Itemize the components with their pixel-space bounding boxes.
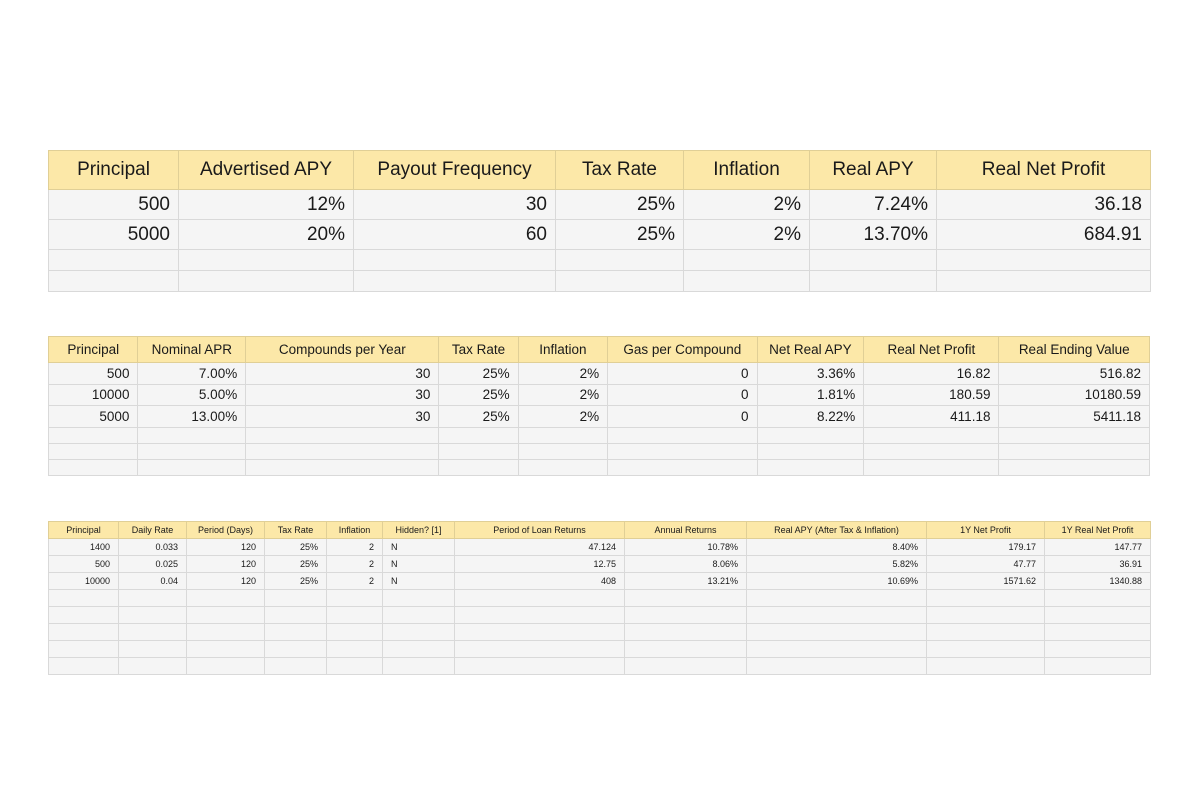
cell[interactable]: [608, 443, 757, 459]
cell[interactable]: [327, 624, 383, 641]
column-header-real-net-profit: Real Net Profit: [937, 151, 1151, 190]
cell[interactable]: 2%: [684, 220, 810, 250]
table-row-empty: [49, 459, 1150, 475]
cell[interactable]: 0: [608, 406, 757, 428]
cell[interactable]: [810, 250, 937, 271]
cell[interactable]: [187, 607, 265, 624]
cell[interactable]: 8.22%: [757, 406, 864, 428]
cell[interactable]: 2: [327, 539, 383, 556]
cell[interactable]: 120: [187, 539, 265, 556]
compounding-table: [48, 336, 1150, 476]
cell[interactable]: N: [383, 556, 455, 573]
cell[interactable]: [864, 459, 999, 475]
column-header-tax-rate: Tax Rate: [439, 337, 518, 363]
cell[interactable]: 0: [608, 363, 757, 385]
cell[interactable]: 2: [327, 573, 383, 590]
cell[interactable]: 30: [246, 384, 439, 406]
cell[interactable]: [187, 624, 265, 641]
cell[interactable]: [625, 624, 747, 641]
cell[interactable]: [265, 641, 327, 658]
cell[interactable]: [383, 641, 455, 658]
cell[interactable]: 180.59: [864, 384, 999, 406]
cell[interactable]: [138, 443, 246, 459]
table-row: [49, 363, 1150, 385]
cell[interactable]: [556, 250, 684, 271]
table-row: [49, 220, 1151, 250]
cell[interactable]: 25%: [556, 190, 684, 220]
cell[interactable]: [119, 590, 187, 607]
cell[interactable]: 12.75: [455, 556, 625, 573]
loan-returns-table: [48, 521, 1151, 675]
cell[interactable]: 1340.88: [1045, 573, 1151, 590]
cell[interactable]: 10.69%: [747, 573, 927, 590]
column-header-inflation: Inflation: [327, 522, 383, 539]
table-row: [49, 406, 1150, 428]
cell[interactable]: 25%: [439, 406, 518, 428]
table-row: [49, 384, 1150, 406]
cell[interactable]: 516.82: [999, 363, 1150, 385]
cell[interactable]: [119, 641, 187, 658]
cell[interactable]: 20%: [179, 220, 354, 250]
cell[interactable]: 5.82%: [747, 556, 927, 573]
cell[interactable]: [927, 607, 1045, 624]
column-header-real-ending-value: Real Ending Value: [999, 337, 1150, 363]
cell[interactable]: 30: [354, 190, 556, 220]
cell[interactable]: 500: [49, 363, 138, 385]
cell[interactable]: [49, 250, 179, 271]
cell[interactable]: [187, 590, 265, 607]
column-header-real-apy-after-tax-inflation: Real APY (After Tax & Inflation): [747, 522, 927, 539]
cell[interactable]: 25%: [265, 539, 327, 556]
cell[interactable]: [518, 443, 607, 459]
column-header-annual-returns: Annual Returns: [625, 522, 747, 539]
cell[interactable]: [999, 443, 1150, 459]
table-header-row: [49, 151, 1151, 190]
cell[interactable]: [49, 624, 119, 641]
column-header-real-net-profit: Real Net Profit: [864, 337, 999, 363]
cell[interactable]: [49, 271, 179, 292]
cell[interactable]: [179, 271, 354, 292]
cell[interactable]: 12%: [179, 190, 354, 220]
table-row: [49, 556, 1151, 573]
column-header-tax-rate: Tax Rate: [265, 522, 327, 539]
cell[interactable]: 120: [187, 556, 265, 573]
cell[interactable]: [1045, 624, 1151, 641]
cell[interactable]: [265, 658, 327, 675]
apy-payout-table: [48, 150, 1151, 292]
cell[interactable]: 179.17: [927, 539, 1045, 556]
cell[interactable]: [138, 459, 246, 475]
cell[interactable]: 5000: [49, 406, 138, 428]
cell[interactable]: [927, 624, 1045, 641]
cell[interactable]: 25%: [439, 384, 518, 406]
cell[interactable]: N: [383, 573, 455, 590]
cell[interactable]: [684, 250, 810, 271]
cell[interactable]: [383, 624, 455, 641]
cell[interactable]: [187, 641, 265, 658]
cell[interactable]: [265, 607, 327, 624]
cell[interactable]: [455, 658, 625, 675]
cell[interactable]: 2%: [518, 406, 607, 428]
cell[interactable]: 500: [49, 556, 119, 573]
cell[interactable]: 684.91: [937, 220, 1151, 250]
cell[interactable]: 36.18: [937, 190, 1151, 220]
column-header-tax-rate: Tax Rate: [556, 151, 684, 190]
cell[interactable]: [757, 459, 864, 475]
column-header-principal: Principal: [49, 151, 179, 190]
cell[interactable]: [1045, 590, 1151, 607]
cell[interactable]: 10000: [49, 384, 138, 406]
table-row-empty: [49, 590, 1151, 607]
cell[interactable]: 120: [187, 573, 265, 590]
cell[interactable]: 0.025: [119, 556, 187, 573]
cell[interactable]: 1400: [49, 539, 119, 556]
table-row: [49, 539, 1151, 556]
cell[interactable]: 60: [354, 220, 556, 250]
cell[interactable]: 1571.62: [927, 573, 1045, 590]
column-header-inflation: Inflation: [684, 151, 810, 190]
column-header-hidden: Hidden? [1]: [383, 522, 455, 539]
cell[interactable]: 0.033: [119, 539, 187, 556]
cell[interactable]: 0: [608, 384, 757, 406]
cell[interactable]: [49, 641, 119, 658]
column-header-1y-net-profit: 1Y Net Profit: [927, 522, 1045, 539]
cell[interactable]: 7.24%: [810, 190, 937, 220]
cell[interactable]: 30: [246, 406, 439, 428]
cell[interactable]: [179, 250, 354, 271]
column-header-gas-per-compound: Gas per Compound: [608, 337, 757, 363]
cell[interactable]: 2: [327, 556, 383, 573]
cell[interactable]: [439, 427, 518, 443]
cell[interactable]: [864, 427, 999, 443]
cell[interactable]: 13.70%: [810, 220, 937, 250]
cell[interactable]: 25%: [439, 363, 518, 385]
column-header-inflation: Inflation: [518, 337, 607, 363]
cell[interactable]: [49, 607, 119, 624]
cell[interactable]: 8.06%: [625, 556, 747, 573]
cell[interactable]: 408: [455, 573, 625, 590]
cell[interactable]: 0.04: [119, 573, 187, 590]
cell[interactable]: [49, 590, 119, 607]
cell[interactable]: [354, 250, 556, 271]
cell[interactable]: 411.18: [864, 406, 999, 428]
cell[interactable]: 10180.59: [999, 384, 1150, 406]
cell[interactable]: [327, 590, 383, 607]
table-row-empty: [49, 641, 1151, 658]
table-row-empty: [49, 271, 1151, 292]
table-row: [49, 573, 1151, 590]
cell[interactable]: [187, 658, 265, 675]
cell[interactable]: [246, 443, 439, 459]
cell[interactable]: [747, 624, 927, 641]
cell[interactable]: [439, 459, 518, 475]
table-row: [49, 190, 1151, 220]
cell[interactable]: 1.81%: [757, 384, 864, 406]
column-header-period-of-loan-returns: Period of Loan Returns: [455, 522, 625, 539]
table-row-empty: [49, 658, 1151, 675]
cell[interactable]: [999, 459, 1150, 475]
cell[interactable]: [327, 607, 383, 624]
column-header-daily-rate: Daily Rate: [119, 522, 187, 539]
column-header-payout-frequency: Payout Frequency: [354, 151, 556, 190]
cell[interactable]: [927, 590, 1045, 607]
cell[interactable]: [119, 624, 187, 641]
cell[interactable]: 36.91: [1045, 556, 1151, 573]
cell[interactable]: [625, 607, 747, 624]
cell[interactable]: [747, 641, 927, 658]
cell[interactable]: [757, 443, 864, 459]
column-header-principal: Principal: [49, 522, 119, 539]
column-header-compounds-per-year: Compounds per Year: [246, 337, 439, 363]
cell[interactable]: 2%: [518, 384, 607, 406]
cell[interactable]: [327, 641, 383, 658]
cell[interactable]: 47.124: [455, 539, 625, 556]
cell[interactable]: [757, 427, 864, 443]
column-header-net-real-apy: Net Real APY: [757, 337, 864, 363]
cell[interactable]: [138, 427, 246, 443]
table-row-empty: [49, 443, 1150, 459]
cell[interactable]: [265, 624, 327, 641]
cell[interactable]: [518, 459, 607, 475]
cell[interactable]: 2%: [684, 190, 810, 220]
cell[interactable]: [937, 250, 1151, 271]
cell[interactable]: 7.00%: [138, 363, 246, 385]
table-header-row: [49, 337, 1150, 363]
cell[interactable]: [927, 641, 1045, 658]
column-header-advertised-apy: Advertised APY: [179, 151, 354, 190]
cell[interactable]: 3.36%: [757, 363, 864, 385]
cell[interactable]: [439, 443, 518, 459]
column-header-nominal-apr: Nominal APR: [138, 337, 246, 363]
table-row-empty: [49, 427, 1150, 443]
cell[interactable]: [455, 607, 625, 624]
cell[interactable]: 13.00%: [138, 406, 246, 428]
cell[interactable]: [383, 658, 455, 675]
cell[interactable]: [119, 658, 187, 675]
table-header-row: [49, 522, 1151, 539]
cell[interactable]: [556, 271, 684, 292]
cell[interactable]: 8.40%: [747, 539, 927, 556]
cell[interactable]: [119, 607, 187, 624]
cell[interactable]: [999, 427, 1150, 443]
cell[interactable]: [1045, 607, 1151, 624]
cell[interactable]: [455, 590, 625, 607]
cell[interactable]: [518, 427, 607, 443]
cell[interactable]: [49, 443, 138, 459]
cell[interactable]: [49, 459, 138, 475]
column-header-1y-real-net-profit: 1Y Real Net Profit: [1045, 522, 1151, 539]
cell[interactable]: 47.77: [927, 556, 1045, 573]
cell[interactable]: [625, 641, 747, 658]
cell[interactable]: [810, 271, 937, 292]
cell[interactable]: [927, 658, 1045, 675]
cell[interactable]: [383, 607, 455, 624]
cell[interactable]: [1045, 658, 1151, 675]
cell[interactable]: 13.21%: [625, 573, 747, 590]
cell[interactable]: [608, 459, 757, 475]
cell[interactable]: 5411.18: [999, 406, 1150, 428]
cell[interactable]: [625, 590, 747, 607]
cell[interactable]: [265, 590, 327, 607]
cell[interactable]: N: [383, 539, 455, 556]
cell[interactable]: 25%: [556, 220, 684, 250]
cell[interactable]: [49, 658, 119, 675]
cell[interactable]: [354, 271, 556, 292]
cell[interactable]: 25%: [265, 556, 327, 573]
cell[interactable]: 25%: [265, 573, 327, 590]
cell[interactable]: [383, 590, 455, 607]
cell[interactable]: 500: [49, 190, 179, 220]
cell[interactable]: 16.82: [864, 363, 999, 385]
cell[interactable]: 2%: [518, 363, 607, 385]
cell[interactable]: 30: [246, 363, 439, 385]
cell[interactable]: 10.78%: [625, 539, 747, 556]
table-row-empty: [49, 624, 1151, 641]
table-row-empty: [49, 607, 1151, 624]
cell[interactable]: [455, 624, 625, 641]
cell[interactable]: [327, 658, 383, 675]
column-header-real-apy: Real APY: [810, 151, 937, 190]
cell[interactable]: 10000: [49, 573, 119, 590]
cell[interactable]: [455, 641, 625, 658]
cell[interactable]: 147.77: [1045, 539, 1151, 556]
cell[interactable]: [747, 607, 927, 624]
cell[interactable]: 5000: [49, 220, 179, 250]
cell[interactable]: [747, 658, 927, 675]
column-header-period-days: Period (Days): [187, 522, 265, 539]
column-header-principal: Principal: [49, 337, 138, 363]
table-row-empty: [49, 250, 1151, 271]
cell[interactable]: [684, 271, 810, 292]
cell[interactable]: [608, 427, 757, 443]
cell[interactable]: [625, 658, 747, 675]
cell[interactable]: [747, 590, 927, 607]
cell[interactable]: [246, 427, 439, 443]
cell[interactable]: [1045, 641, 1151, 658]
cell[interactable]: [864, 443, 999, 459]
cell[interactable]: [246, 459, 439, 475]
cell[interactable]: [937, 271, 1151, 292]
cell[interactable]: 5.00%: [138, 384, 246, 406]
cell[interactable]: [49, 427, 138, 443]
